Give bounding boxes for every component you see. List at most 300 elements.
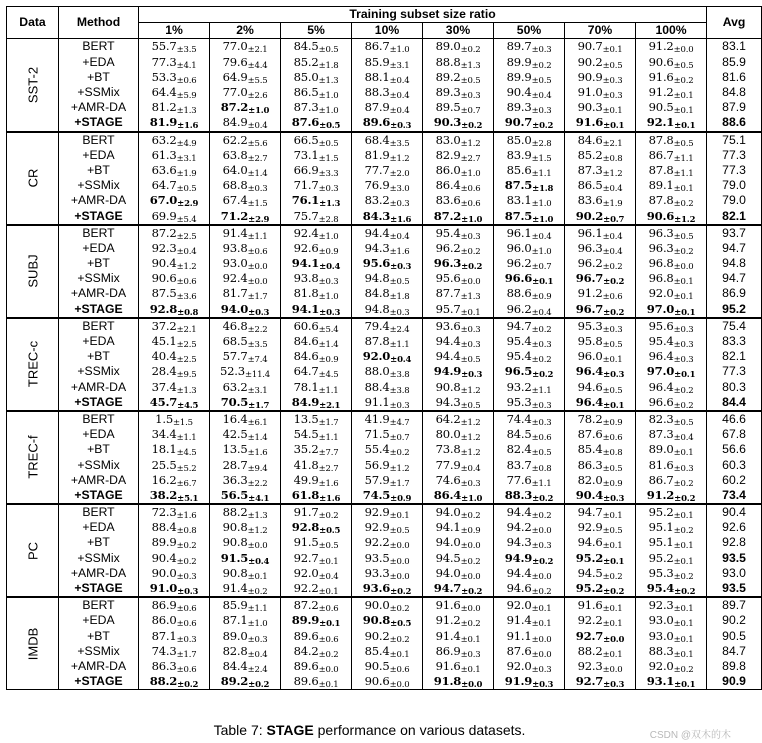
- score-cell: [281, 334, 352, 349]
- score-cell: [494, 318, 565, 334]
- score-mean: 41.9: [364, 411, 390, 426]
- dataset-name: CR: [25, 168, 40, 188]
- results-table-container: [6, 6, 746, 691]
- score-cell: [281, 644, 352, 659]
- caption-prefix: Table 7:: [213, 722, 267, 738]
- dataset-name: SST-2: [25, 66, 40, 103]
- method-name: +AMR-DA: [59, 193, 139, 208]
- score-mean: 93.3: [364, 565, 390, 580]
- score-mean: 85.6: [506, 162, 532, 177]
- score-std: ±0.4: [176, 246, 197, 257]
- score-cell: [352, 488, 423, 504]
- score-cell: [565, 364, 636, 379]
- score-cell: [281, 115, 352, 131]
- score-cell: [423, 535, 494, 550]
- score-mean: 94.6: [577, 535, 603, 550]
- score-std: ±0.5: [673, 417, 694, 428]
- avg-value: 67.8: [707, 427, 762, 442]
- score-std: ±1.6: [176, 511, 197, 522]
- score-mean: 94.4: [435, 349, 461, 364]
- score-mean: 87.2: [220, 100, 249, 115]
- score-mean: 91.6: [435, 658, 461, 673]
- score-std: ±1.3: [176, 106, 197, 117]
- score-mean: 71.5: [364, 427, 390, 442]
- avg-value: 93.0: [707, 566, 762, 581]
- table-row: [7, 380, 762, 395]
- score-cell: [139, 286, 210, 301]
- table-row: [7, 364, 762, 379]
- table-row: [7, 566, 762, 581]
- score-std: ±4.4: [247, 60, 268, 71]
- score-cell: [352, 551, 423, 566]
- score-std: ±0.2: [673, 571, 694, 582]
- score-cell: [565, 551, 636, 566]
- score-std: ±0.8: [602, 448, 623, 459]
- score-std: ±0.5: [319, 526, 341, 537]
- score-mean: 94.7: [506, 318, 532, 333]
- score-cell: [281, 551, 352, 566]
- score-cell: [423, 581, 494, 597]
- score-mean: 96.3: [648, 240, 674, 255]
- score-mean: 96.6: [648, 394, 674, 409]
- method-name: +EDA: [59, 334, 139, 349]
- score-cell: [636, 318, 707, 334]
- score-std: ±0.6: [602, 292, 623, 303]
- score-std: ±1.2: [247, 526, 268, 537]
- score-cell: [352, 39, 423, 55]
- score-std: ±1.1: [247, 231, 268, 242]
- score-std: ±0.6: [176, 604, 197, 615]
- score-cell: [423, 644, 494, 659]
- table-row: [7, 178, 762, 193]
- score-std: ±0.1: [602, 355, 623, 366]
- score-mean: 95.2: [648, 550, 674, 565]
- score-mean: 96.8: [648, 256, 674, 271]
- score-cell: [139, 225, 210, 241]
- score-mean: 92.0: [293, 565, 319, 580]
- score-mean: 96.3: [648, 225, 674, 240]
- score-cell: [139, 597, 210, 613]
- score-std: ±1.9: [176, 168, 197, 179]
- score-std: ±0.2: [673, 199, 694, 210]
- score-mean: 90.2: [575, 208, 604, 223]
- score-std: ±0.3: [673, 463, 694, 474]
- score-cell: [139, 674, 210, 690]
- score-std: ±0.3: [603, 493, 625, 504]
- score-mean: 83.9: [506, 147, 532, 162]
- method-name: +EDA: [59, 613, 139, 628]
- score-mean: 64.7: [151, 178, 177, 193]
- method-name: +AMR-DA: [59, 473, 139, 488]
- score-mean: 95.8: [577, 334, 603, 349]
- score-std: ±5.4: [176, 214, 197, 225]
- score-std: ±0.4: [531, 91, 552, 102]
- score-mean: 91.1: [506, 628, 532, 643]
- score-std: ±2.1: [602, 138, 623, 149]
- score-mean: 13.5: [293, 411, 319, 426]
- score-std: ±1.2: [460, 417, 481, 428]
- score-cell: [352, 644, 423, 659]
- score-mean: 93.0: [222, 256, 248, 271]
- dataset-label: [7, 597, 59, 690]
- score-cell: [565, 488, 636, 504]
- score-cell: [565, 241, 636, 256]
- score-std: ±1.0: [318, 106, 339, 117]
- score-std: ±0.3: [673, 340, 694, 351]
- score-mean: 63.8: [222, 147, 248, 162]
- score-mean: 76.1: [291, 193, 320, 208]
- score-std: ±0.2: [673, 246, 694, 257]
- score-std: ±0.2: [460, 246, 481, 257]
- score-cell: [565, 644, 636, 659]
- header-method: Method: [59, 7, 139, 39]
- score-std: ±1.1: [673, 168, 694, 179]
- score-mean: 73.1: [293, 147, 319, 162]
- score-mean: 96.1: [577, 225, 603, 240]
- score-mean: 53.3: [151, 69, 177, 84]
- score-mean: 90.8: [435, 379, 461, 394]
- score-cell: [636, 581, 707, 597]
- score-mean: 97.0: [646, 301, 675, 316]
- score-cell: [423, 132, 494, 148]
- score-std: ±0.0: [460, 571, 481, 582]
- avg-value: 94.8: [707, 256, 762, 271]
- avg-value: 86.9: [707, 286, 762, 301]
- score-std: ±0.0: [461, 680, 483, 691]
- score-mean: 92.3: [151, 240, 177, 255]
- score-mean: 88.8: [435, 54, 461, 69]
- score-mean: 92.1: [646, 115, 675, 130]
- score-cell: [636, 225, 707, 241]
- score-mean: 16.2: [151, 472, 177, 487]
- score-mean: 74.3: [151, 643, 177, 658]
- score-std: ±2.5: [176, 231, 197, 242]
- score-mean: 90.0: [151, 565, 177, 580]
- score-cell: [139, 644, 210, 659]
- score-cell: [636, 334, 707, 349]
- score-cell: [281, 148, 352, 163]
- method-name: +BT: [59, 629, 139, 644]
- score-cell: [281, 178, 352, 193]
- header-avg: Avg: [707, 7, 762, 39]
- score-mean: 87.3: [577, 162, 603, 177]
- score-mean: 84.8: [364, 286, 390, 301]
- score-mean: 93.0: [648, 613, 674, 628]
- score-mean: 89.2: [435, 69, 461, 84]
- table-row: [7, 163, 762, 178]
- score-mean: 87.8: [364, 334, 390, 349]
- score-std: ±0.2: [673, 385, 694, 396]
- score-cell: [352, 271, 423, 286]
- score-cell: [423, 629, 494, 644]
- avg-value: 84.4: [707, 395, 762, 411]
- score-mean: 92.3: [577, 658, 603, 673]
- score-cell: [352, 566, 423, 581]
- score-mean: 86.9: [435, 643, 461, 658]
- score-std: ±0.1: [603, 400, 625, 411]
- score-mean: 92.9: [364, 520, 390, 535]
- score-mean: 92.8: [149, 301, 178, 316]
- method-name: +SSMix: [59, 644, 139, 659]
- score-mean: 94.4: [364, 225, 390, 240]
- avg-value: 46.6: [707, 411, 762, 427]
- score-cell: [423, 85, 494, 100]
- score-cell: [281, 132, 352, 148]
- score-cell: [139, 659, 210, 674]
- score-mean: 45.1: [151, 334, 177, 349]
- table-row: [7, 85, 762, 100]
- table-row: [7, 100, 762, 115]
- table-row: [7, 148, 762, 163]
- score-std: ±1.8: [318, 60, 339, 71]
- score-cell: [281, 535, 352, 550]
- score-cell: [281, 674, 352, 690]
- score-cell: [494, 208, 565, 224]
- score-mean: 95.3: [577, 318, 603, 333]
- score-std: ±0.0: [389, 541, 410, 552]
- score-std: ±3.3: [318, 168, 339, 179]
- header-ratio: 5%: [281, 23, 352, 39]
- score-mean: 49.9: [293, 472, 319, 487]
- score-std: ±0.1: [602, 106, 623, 117]
- score-cell: [139, 427, 210, 442]
- score-mean: 57.7: [222, 349, 248, 364]
- score-mean: 16.4: [222, 411, 248, 426]
- score-mean: 89.3: [506, 100, 532, 115]
- score-cell: [423, 271, 494, 286]
- score-mean: 91.2: [646, 487, 675, 502]
- score-mean: 89.9: [506, 54, 532, 69]
- score-std: ±0.0: [460, 277, 481, 288]
- score-mean: 87.6: [577, 427, 603, 442]
- score-cell: [494, 302, 565, 318]
- score-std: ±2.2: [247, 478, 268, 489]
- score-cell: [352, 442, 423, 457]
- score-cell: [636, 208, 707, 224]
- score-cell: [139, 39, 210, 55]
- score-std: ±0.1: [673, 184, 694, 195]
- score-mean: 18.1: [151, 442, 177, 457]
- score-mean: 96.4: [575, 394, 604, 409]
- score-cell: [139, 364, 210, 379]
- score-cell: [565, 457, 636, 472]
- score-cell: [352, 535, 423, 550]
- table-row: [7, 520, 762, 535]
- score-std: ±0.6: [247, 246, 268, 257]
- score-mean: 96.2: [506, 301, 532, 316]
- score-mean: 91.6: [648, 69, 674, 84]
- score-mean: 87.8: [648, 162, 674, 177]
- score-cell: [423, 488, 494, 504]
- method-name: +STAGE: [59, 674, 139, 690]
- score-std: ±0.0: [531, 649, 552, 660]
- score-std: ±2.5: [176, 340, 197, 351]
- score-mean: 92.6: [293, 240, 319, 255]
- score-cell: [636, 613, 707, 628]
- score-std: ±1.3: [247, 511, 268, 522]
- score-cell: [636, 629, 707, 644]
- score-std: ±0.5: [602, 385, 623, 396]
- score-std: ±0.4: [247, 649, 268, 660]
- score-std: ±0.6: [176, 277, 197, 288]
- header-subset-ratio: Training subset size ratio: [139, 7, 707, 23]
- score-std: ±0.8: [531, 463, 552, 474]
- score-mean: 94.0: [435, 535, 461, 550]
- score-std: ±0.4: [319, 262, 341, 273]
- watermark: CSDN @双木的木: [649, 730, 731, 741]
- score-cell: [494, 115, 565, 131]
- score-std: ±0.2: [673, 478, 694, 489]
- score-mean: 78.2: [577, 411, 603, 426]
- score-mean: 94.0: [435, 565, 461, 580]
- score-std: ±0.3: [603, 370, 625, 381]
- table-row: [7, 613, 762, 628]
- score-cell: [565, 70, 636, 85]
- score-cell: [352, 597, 423, 613]
- score-std: ±0.1: [673, 277, 694, 288]
- score-cell: [565, 504, 636, 520]
- score-mean: 92.4: [222, 271, 248, 286]
- score-cell: [423, 225, 494, 241]
- score-cell: [281, 504, 352, 520]
- score-mean: 91.5: [293, 535, 319, 550]
- avg-value: 90.4: [707, 504, 762, 520]
- score-std: ±5.5: [247, 75, 268, 86]
- score-mean: 91.1: [364, 394, 390, 409]
- table-row: [7, 318, 762, 334]
- score-std: ±0.3: [390, 262, 412, 273]
- score-std: ±0.2: [532, 121, 554, 132]
- score-std: ±0.8: [602, 153, 623, 164]
- score-cell: [423, 613, 494, 628]
- score-std: ±0.1: [460, 664, 481, 675]
- score-mean: 77.3: [151, 54, 177, 69]
- score-mean: 87.5: [151, 286, 177, 301]
- avg-value: 75.1: [707, 132, 762, 148]
- score-mean: 94.8: [364, 271, 390, 286]
- score-std: ±3.5: [389, 138, 410, 149]
- score-std: ±0.3: [389, 400, 410, 411]
- dataset-name: IMDB: [25, 627, 40, 660]
- score-std: ±0.1: [247, 571, 268, 582]
- score-cell: [494, 100, 565, 115]
- score-cell: [423, 442, 494, 457]
- score-cell: [494, 163, 565, 178]
- score-mean: 94.9: [433, 364, 462, 379]
- score-cell: [565, 597, 636, 613]
- method-name: +STAGE: [59, 581, 139, 597]
- score-mean: 96.3: [433, 256, 462, 271]
- score-mean: 92.9: [577, 520, 603, 535]
- score-cell: [139, 318, 210, 334]
- score-cell: [423, 473, 494, 488]
- score-mean: 89.6: [293, 674, 319, 689]
- score-std: ±7.4: [247, 355, 268, 366]
- score-std: ±1.2: [460, 385, 481, 396]
- score-std: ±0.3: [176, 571, 197, 582]
- score-mean: 88.4: [364, 379, 390, 394]
- score-mean: 38.2: [149, 487, 178, 502]
- score-std: ±0.3: [318, 184, 339, 195]
- score-cell: [139, 100, 210, 115]
- score-cell: [281, 473, 352, 488]
- score-cell: [139, 566, 210, 581]
- score-cell: [494, 334, 565, 349]
- score-mean: 93.6: [435, 318, 461, 333]
- score-cell: [281, 85, 352, 100]
- score-cell: [352, 178, 423, 193]
- score-std: ±1.3: [319, 199, 341, 210]
- score-mean: 91.6: [575, 115, 604, 130]
- score-std: ±0.4: [531, 231, 552, 242]
- score-mean: 94.4: [506, 565, 532, 580]
- avg-value: 89.8: [707, 659, 762, 674]
- dataset-name: SUBJ: [25, 254, 40, 288]
- score-std: ±0.1: [673, 448, 694, 459]
- score-cell: [423, 457, 494, 472]
- score-cell: [352, 334, 423, 349]
- score-mean: 74.4: [506, 411, 532, 426]
- score-mean: 66.9: [293, 162, 319, 177]
- score-cell: [139, 613, 210, 628]
- method-name: +STAGE: [59, 395, 139, 411]
- score-mean: 55.7: [151, 39, 177, 54]
- score-std: ±0.5: [673, 138, 694, 149]
- score-cell: [565, 302, 636, 318]
- score-cell: [423, 364, 494, 379]
- score-std: ±0.2: [673, 75, 694, 86]
- method-name: +EDA: [59, 148, 139, 163]
- score-std: ±1.0: [318, 91, 339, 102]
- score-mean: 95.1: [648, 535, 674, 550]
- score-mean: 92.0: [506, 598, 532, 613]
- score-cell: [281, 427, 352, 442]
- score-mean: 94.3: [506, 535, 532, 550]
- avg-value: 77.3: [707, 364, 762, 379]
- score-mean: 63.2: [222, 379, 248, 394]
- score-std: ±0.5: [318, 541, 339, 552]
- score-std: ±0.0: [673, 262, 694, 273]
- score-mean: 35.2: [293, 442, 319, 457]
- score-std: ±2.7: [318, 463, 339, 474]
- score-std: ±0.2: [248, 680, 270, 691]
- score-std: ±0.5: [176, 184, 197, 195]
- method-name: +BT: [59, 163, 139, 178]
- score-std: ±0.0: [460, 604, 481, 615]
- header-ratio: 1%: [139, 23, 210, 39]
- score-cell: [565, 613, 636, 628]
- score-cell: [636, 473, 707, 488]
- score-std: ±0.3: [460, 231, 481, 242]
- score-std: ±0.1: [318, 556, 339, 567]
- score-std: ±5.1: [177, 493, 199, 504]
- score-cell: [281, 457, 352, 472]
- score-std: ±0.5: [319, 121, 341, 132]
- score-std: ±0.0: [531, 571, 552, 582]
- score-std: ±1.1: [176, 433, 197, 444]
- score-std: ±1.6: [319, 493, 341, 504]
- score-std: ±2.9: [248, 214, 270, 225]
- method-name: +STAGE: [59, 302, 139, 318]
- score-cell: [281, 318, 352, 334]
- score-cell: [210, 566, 281, 581]
- header-ratio: 2%: [210, 23, 281, 39]
- score-cell: [281, 442, 352, 457]
- score-mean: 88.3: [364, 85, 390, 100]
- score-mean: 89.7: [506, 39, 532, 54]
- score-mean: 92.7: [293, 550, 319, 565]
- score-cell: [636, 504, 707, 520]
